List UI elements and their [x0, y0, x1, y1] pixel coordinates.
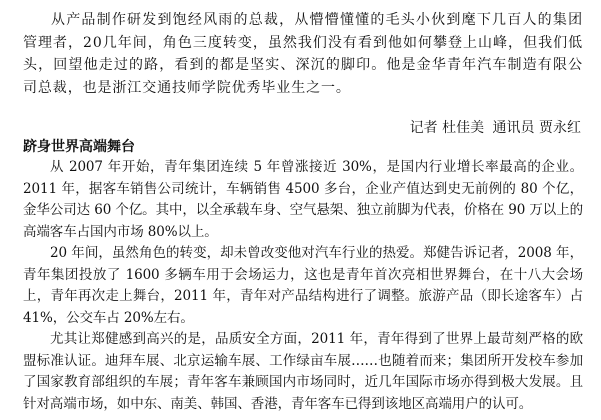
body-paragraph-3: 尤其让郑健感到高兴的是，品质安全方面，2011 年，青年得到了世界上最苛刻严格的欧盟标准认证。迪拜车展、北京运输车展、工作绿亩车展……也随着而来；集团所开发校车参加了国家教育部组织的车展；青年客车兼顾国内市场同时，近几年国际市场亦得到极大发展。且针对高端市场，如中东、南美、韩国、香港，青年客车已得到该地区高端用户的认可。 [23, 331, 583, 412]
body-paragraph-1: 从 2007 年开始，青年集团连续 5 年曾涨接近 30%，是国内行业增长率最高的企业。2011 年，据客车销售公司统计，车辆销售 4500 多台，企业产值达到史无前例的 80 个亿，金华公司达 60 个亿。其中，以全承载车身、空气悬架、独立前脚为代表，价格在 90 万以上的高端客车占国内市场 80%以上。 [23, 159, 583, 240]
byline [410, 118, 581, 138]
body-paragraph-2: 20 年间，虽然角色的转变，却未曾改变他对汽车行业的热爱。郑健告诉记者，2008 年，青年集团投放了 1600 多辆车用于会场运力，这也是青年首次亮相世界舞台，在十八大会场上，青年再次走上舞台，2011 年，青年对产品结构进行了调整。旅游产品（即长途客车）占 41%，公交车占 20%左右。 [23, 245, 583, 326]
byline-correspondent: 通讯员 贾永红 [492, 120, 581, 136]
section-title: 跻身世界高端舞台 [23, 139, 135, 155]
article-body [23, 157, 583, 415]
byline-reporter: 记者 杜佳美 [409, 120, 485, 136]
intro-paragraph: 从产品制作研发到饱经风雨的总裁，从懵懵懂懂的毛头小伙到麾下几百人的集团管理者，20几年间，角色三度转变，虽然我们没有看到他如何攀登上山峰，但我们低头，回望他走过的路，看到的都是坚实、深沉的脚印。他是金华青年汽车制造有限公司总裁，也是浙江交通技师学院优秀毕业生之一。 [23, 12, 583, 96]
